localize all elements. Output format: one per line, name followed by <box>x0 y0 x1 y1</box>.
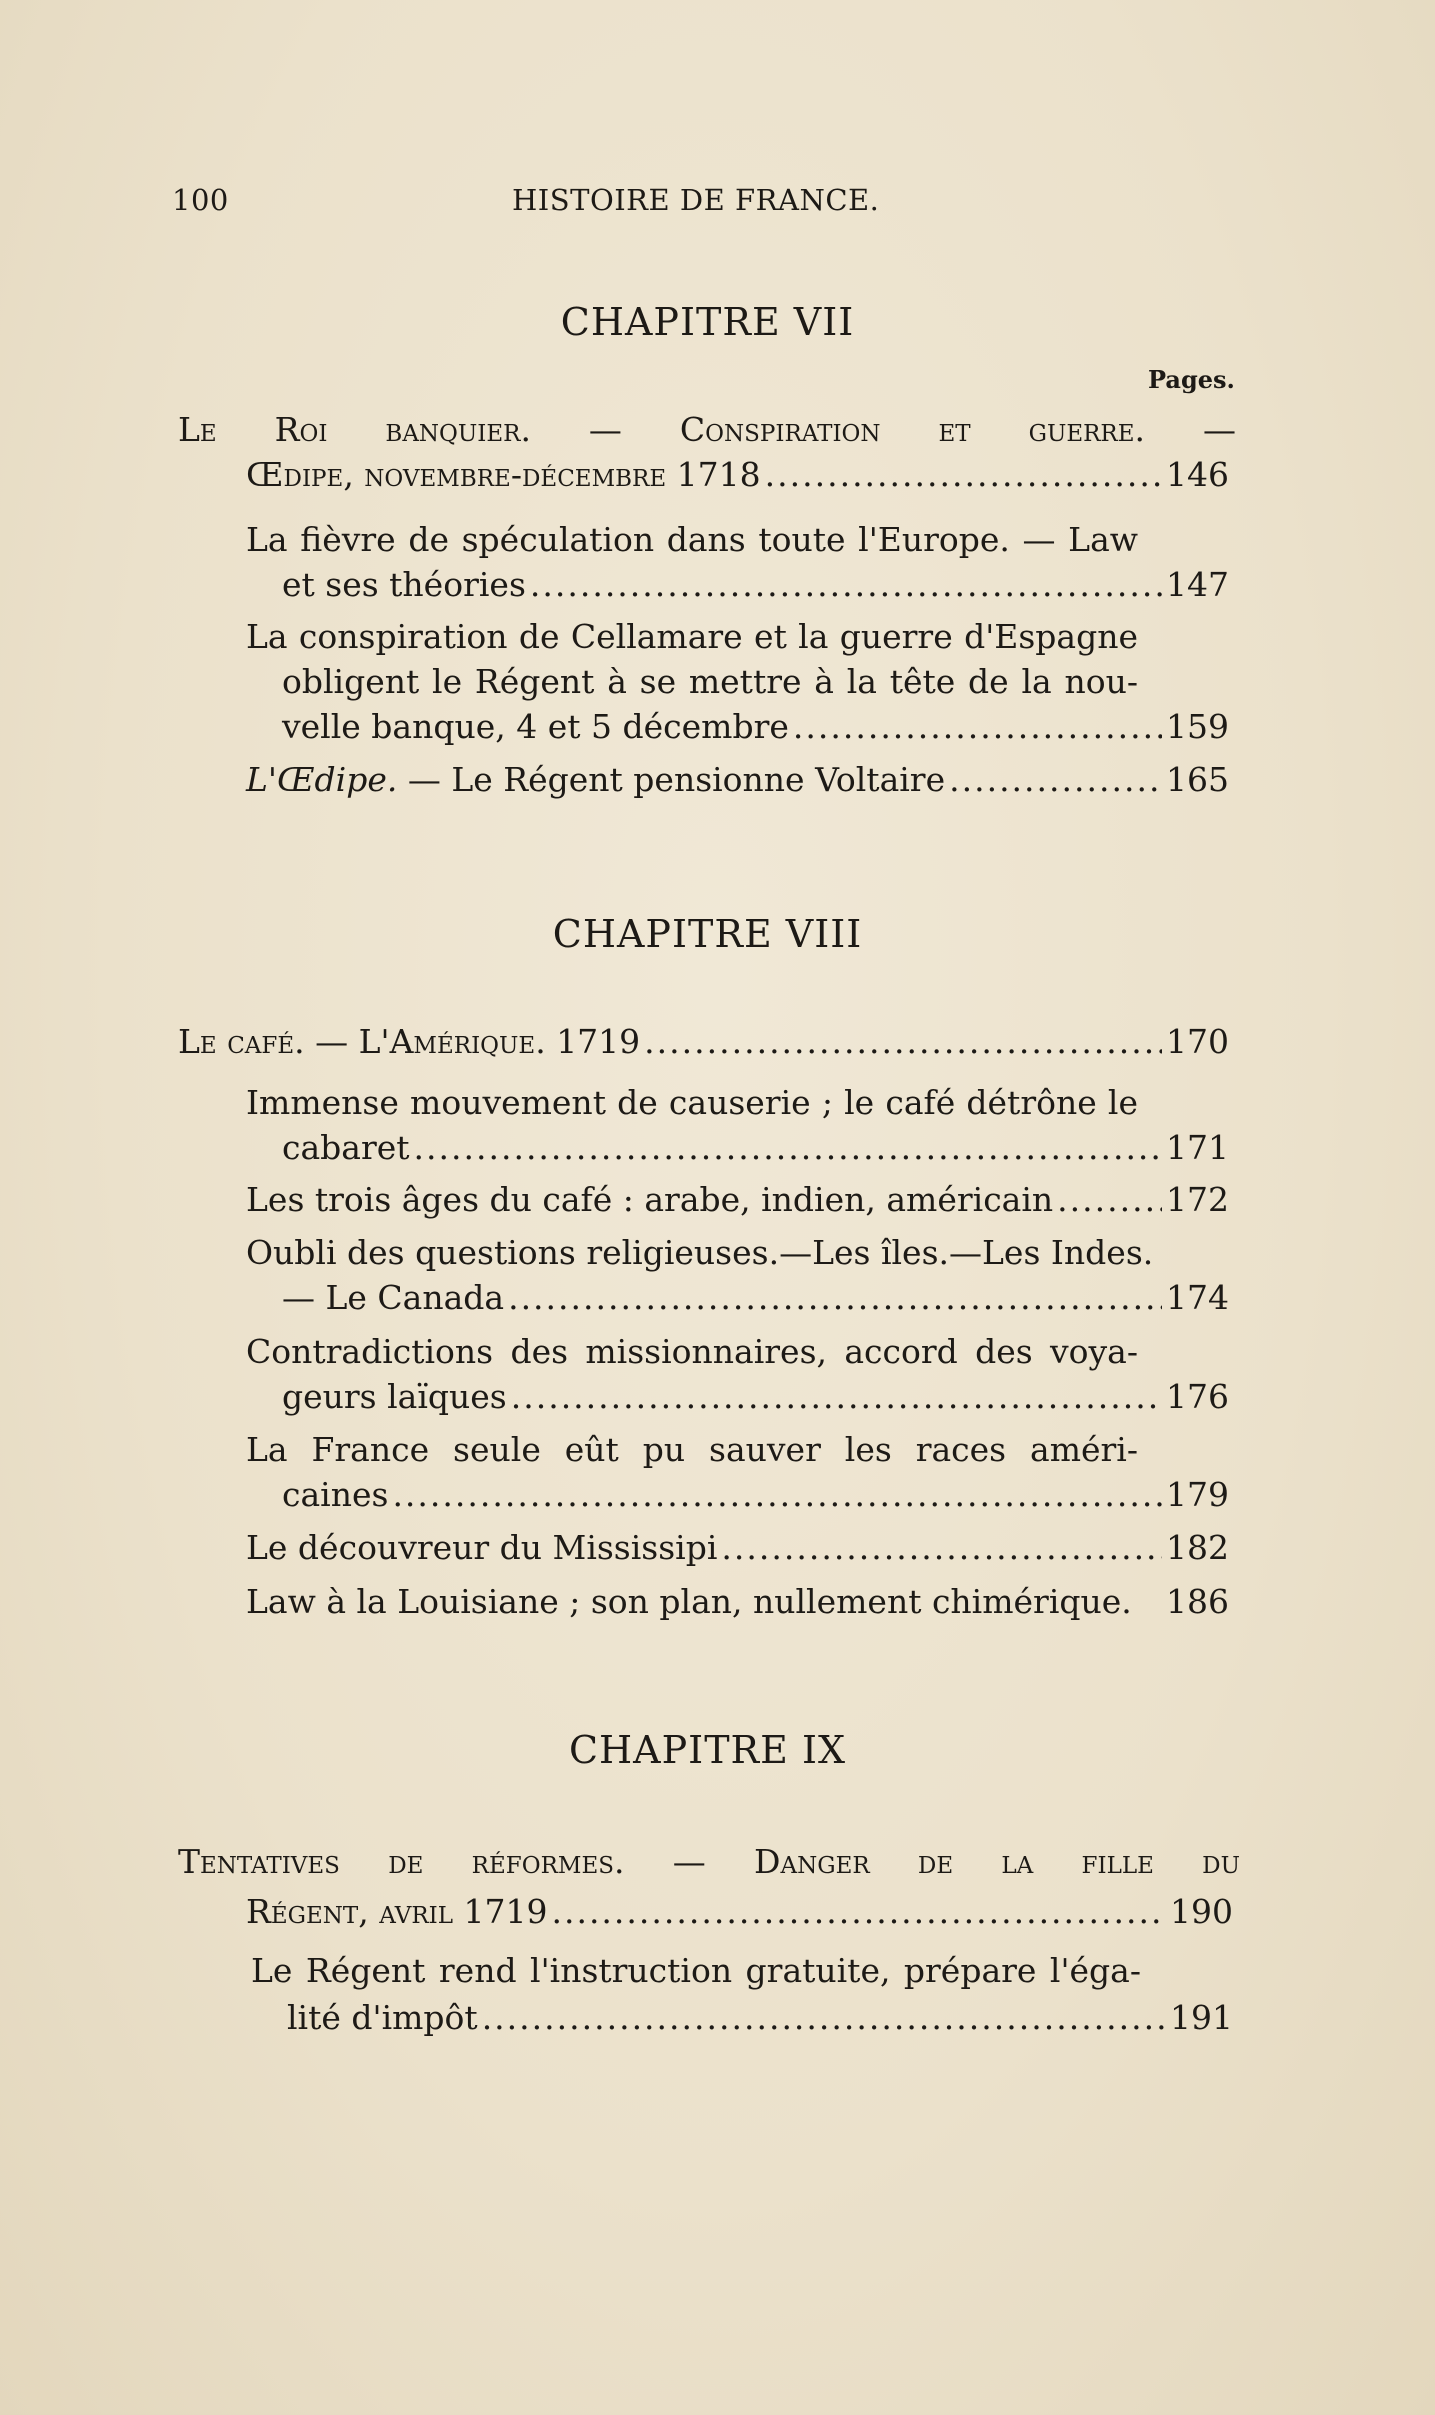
dot-leader <box>482 1998 1166 2038</box>
chapter-title-ix: CHAPITRE IX <box>568 1728 847 1772</box>
toc-entry-text: — Le Régent pensionne Voltaire <box>397 760 946 799</box>
dot-leader <box>551 1892 1166 1932</box>
toc-entry <box>282 707 1228 747</box>
toc-page-number: 174 <box>1166 1278 1229 1317</box>
toc-entry <box>246 1892 1232 1932</box>
toc-entry-text: Œdipe, novembre-décembre 1718 <box>246 455 761 494</box>
toc-entry-line: La conspiration de Cellamare et la guerre d'Espagne <box>246 617 1138 656</box>
toc-entry <box>246 760 1228 800</box>
toc-entry <box>246 455 1228 495</box>
dot-leader <box>793 707 1162 747</box>
toc-entry-line: Le Régent rend l'instruction gratuite, prépare l'éga- <box>251 1951 1141 1990</box>
toc-page-number: 186 <box>1166 1582 1229 1621</box>
toc-entry <box>282 1128 1228 1168</box>
dot-leader <box>414 1128 1162 1168</box>
running-head <box>172 183 1262 223</box>
toc-page-number: 165 <box>1166 760 1229 799</box>
dot-leader <box>721 1528 1162 1568</box>
toc-entry <box>282 565 1228 605</box>
dot-leader <box>392 1475 1162 1515</box>
toc-entry-text: cabaret <box>282 1128 410 1167</box>
toc-entry-text: Régent, avril 1719 <box>246 1892 548 1931</box>
toc-entry-line: La France seule eût pu sauver les races améri- <box>246 1430 1138 1469</box>
dot-leader <box>765 455 1162 495</box>
dot-leader <box>1057 1180 1162 1220</box>
toc-entry-text: et ses théories <box>282 565 526 604</box>
toc-entry-text: caines <box>282 1475 389 1514</box>
toc-page-number: 182 <box>1166 1528 1229 1567</box>
toc-entry <box>246 1582 1228 1622</box>
toc-entry-line: Oubli des questions religieuses.—Les îles.—Les Indes. <box>246 1233 1154 1272</box>
chapter-title-vii: CHAPITRE VII <box>560 300 855 344</box>
toc-entry <box>282 1278 1228 1318</box>
toc-page-number: 170 <box>1166 1022 1229 1061</box>
toc-entry-text: Le café. — L'Amérique. 1719 <box>178 1022 641 1061</box>
toc-entry-line: obligent le Régent à se mettre à la tête de la nou- <box>282 662 1138 701</box>
toc-entry-line: Immense mouvement de causerie ; le café détrône le <box>246 1083 1138 1122</box>
toc-entry-line: Contradictions des missionnaires, accord des voya- <box>246 1332 1138 1371</box>
toc-page-number: 179 <box>1166 1475 1229 1514</box>
toc-page-number: 191 <box>1170 1998 1233 2037</box>
toc-entry <box>246 1180 1228 1220</box>
toc-entry <box>178 1022 1228 1062</box>
toc-entry <box>246 1528 1228 1568</box>
dot-leader <box>949 760 1162 800</box>
dot-leader <box>511 1377 1162 1417</box>
toc-page-number: 176 <box>1166 1377 1229 1416</box>
toc-page-number: 159 <box>1166 707 1229 746</box>
chapter-heading-line: Le Roi banquier. — Conspiration et guerre. — <box>178 410 1236 449</box>
toc-entry-italic-title: L'Œdipe. <box>246 760 398 799</box>
toc-entry <box>282 1475 1228 1515</box>
toc-page-number: 190 <box>1170 1892 1233 1931</box>
page-number: 100 <box>172 183 229 217</box>
toc-page-number: 146 <box>1166 455 1229 494</box>
dot-leader <box>530 565 1162 605</box>
pages-column-label: Pages. <box>1148 365 1235 394</box>
chapter-heading-line: Tentatives de réformes. — Danger de la fille du <box>178 1842 1240 1881</box>
toc-entry-text: lité d'impôt <box>287 1998 478 2037</box>
dot-leader <box>644 1022 1162 1062</box>
toc-entry-text: — Le Canada <box>282 1278 505 1317</box>
toc-entry-text: Law à la Louisiane ; son plan, nullement chimérique. <box>246 1582 1132 1621</box>
dot-leader <box>508 1278 1162 1318</box>
running-title: HISTOIRE DE FRANCE. <box>512 183 880 217</box>
toc-entry-text: Le découvreur du Mississipi <box>246 1528 718 1567</box>
toc-entry <box>282 1377 1228 1417</box>
toc-entry-line: La fièvre de spéculation dans toute l'Europe. — Law <box>246 520 1138 559</box>
toc-page-number: 172 <box>1166 1180 1229 1219</box>
toc-entry <box>287 1998 1232 2038</box>
toc-page-number: 147 <box>1166 565 1229 604</box>
toc-page-number: 171 <box>1166 1128 1229 1167</box>
toc-entry-text: velle banque, 4 et 5 décembre <box>282 707 789 746</box>
toc-entry-text: geurs laïques <box>282 1377 507 1416</box>
chapter-title-viii: CHAPITRE VIII <box>552 912 863 956</box>
toc-entry-text: Les trois âges du café : arabe, indien, américain <box>246 1180 1054 1219</box>
